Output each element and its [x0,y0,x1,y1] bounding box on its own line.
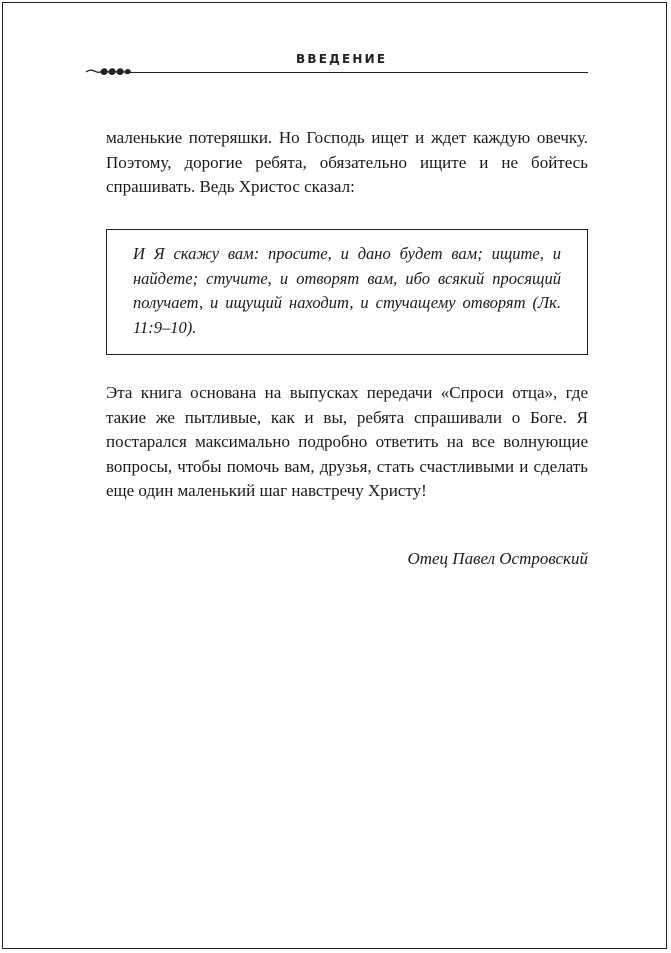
body-paragraph-1: маленькие потеряшки. Но Господь ищет и ждет каждую овечку. Поэтому, дорогие ребята, обязательно ищите и не бойтесь спрашивать. Ведь Христос сказал: [106,128,588,197]
body-paragraph-2: Эта книга основана на выпусках передачи «Спроси отца», где такие же пытливые, как и вы, ребята спрашивали о Боге. Я постарался максимально подробно ответить на все волнующие вопросы, чтобы помочь вам, друзья, стать счастливыми и сделать еще один маленький шаг навстречу Христу! [106,383,588,501]
author-signature: Отец Павел Островский [407,549,588,568]
scripture-quote-box [106,229,588,355]
leaf-ornament-icon [86,64,134,80]
header-rule [128,72,588,73]
scripture-quote-text: И Я скажу вам: просите, и дано будет вам; ищите, и найдете; стучите, и отворят вам, ибо всякий просящий получает, и ищущий находит, и стучащему отворят (Лк. 11:9–10). [133,244,561,337]
running-head-title: ВВЕДЕНИЕ [296,52,388,66]
